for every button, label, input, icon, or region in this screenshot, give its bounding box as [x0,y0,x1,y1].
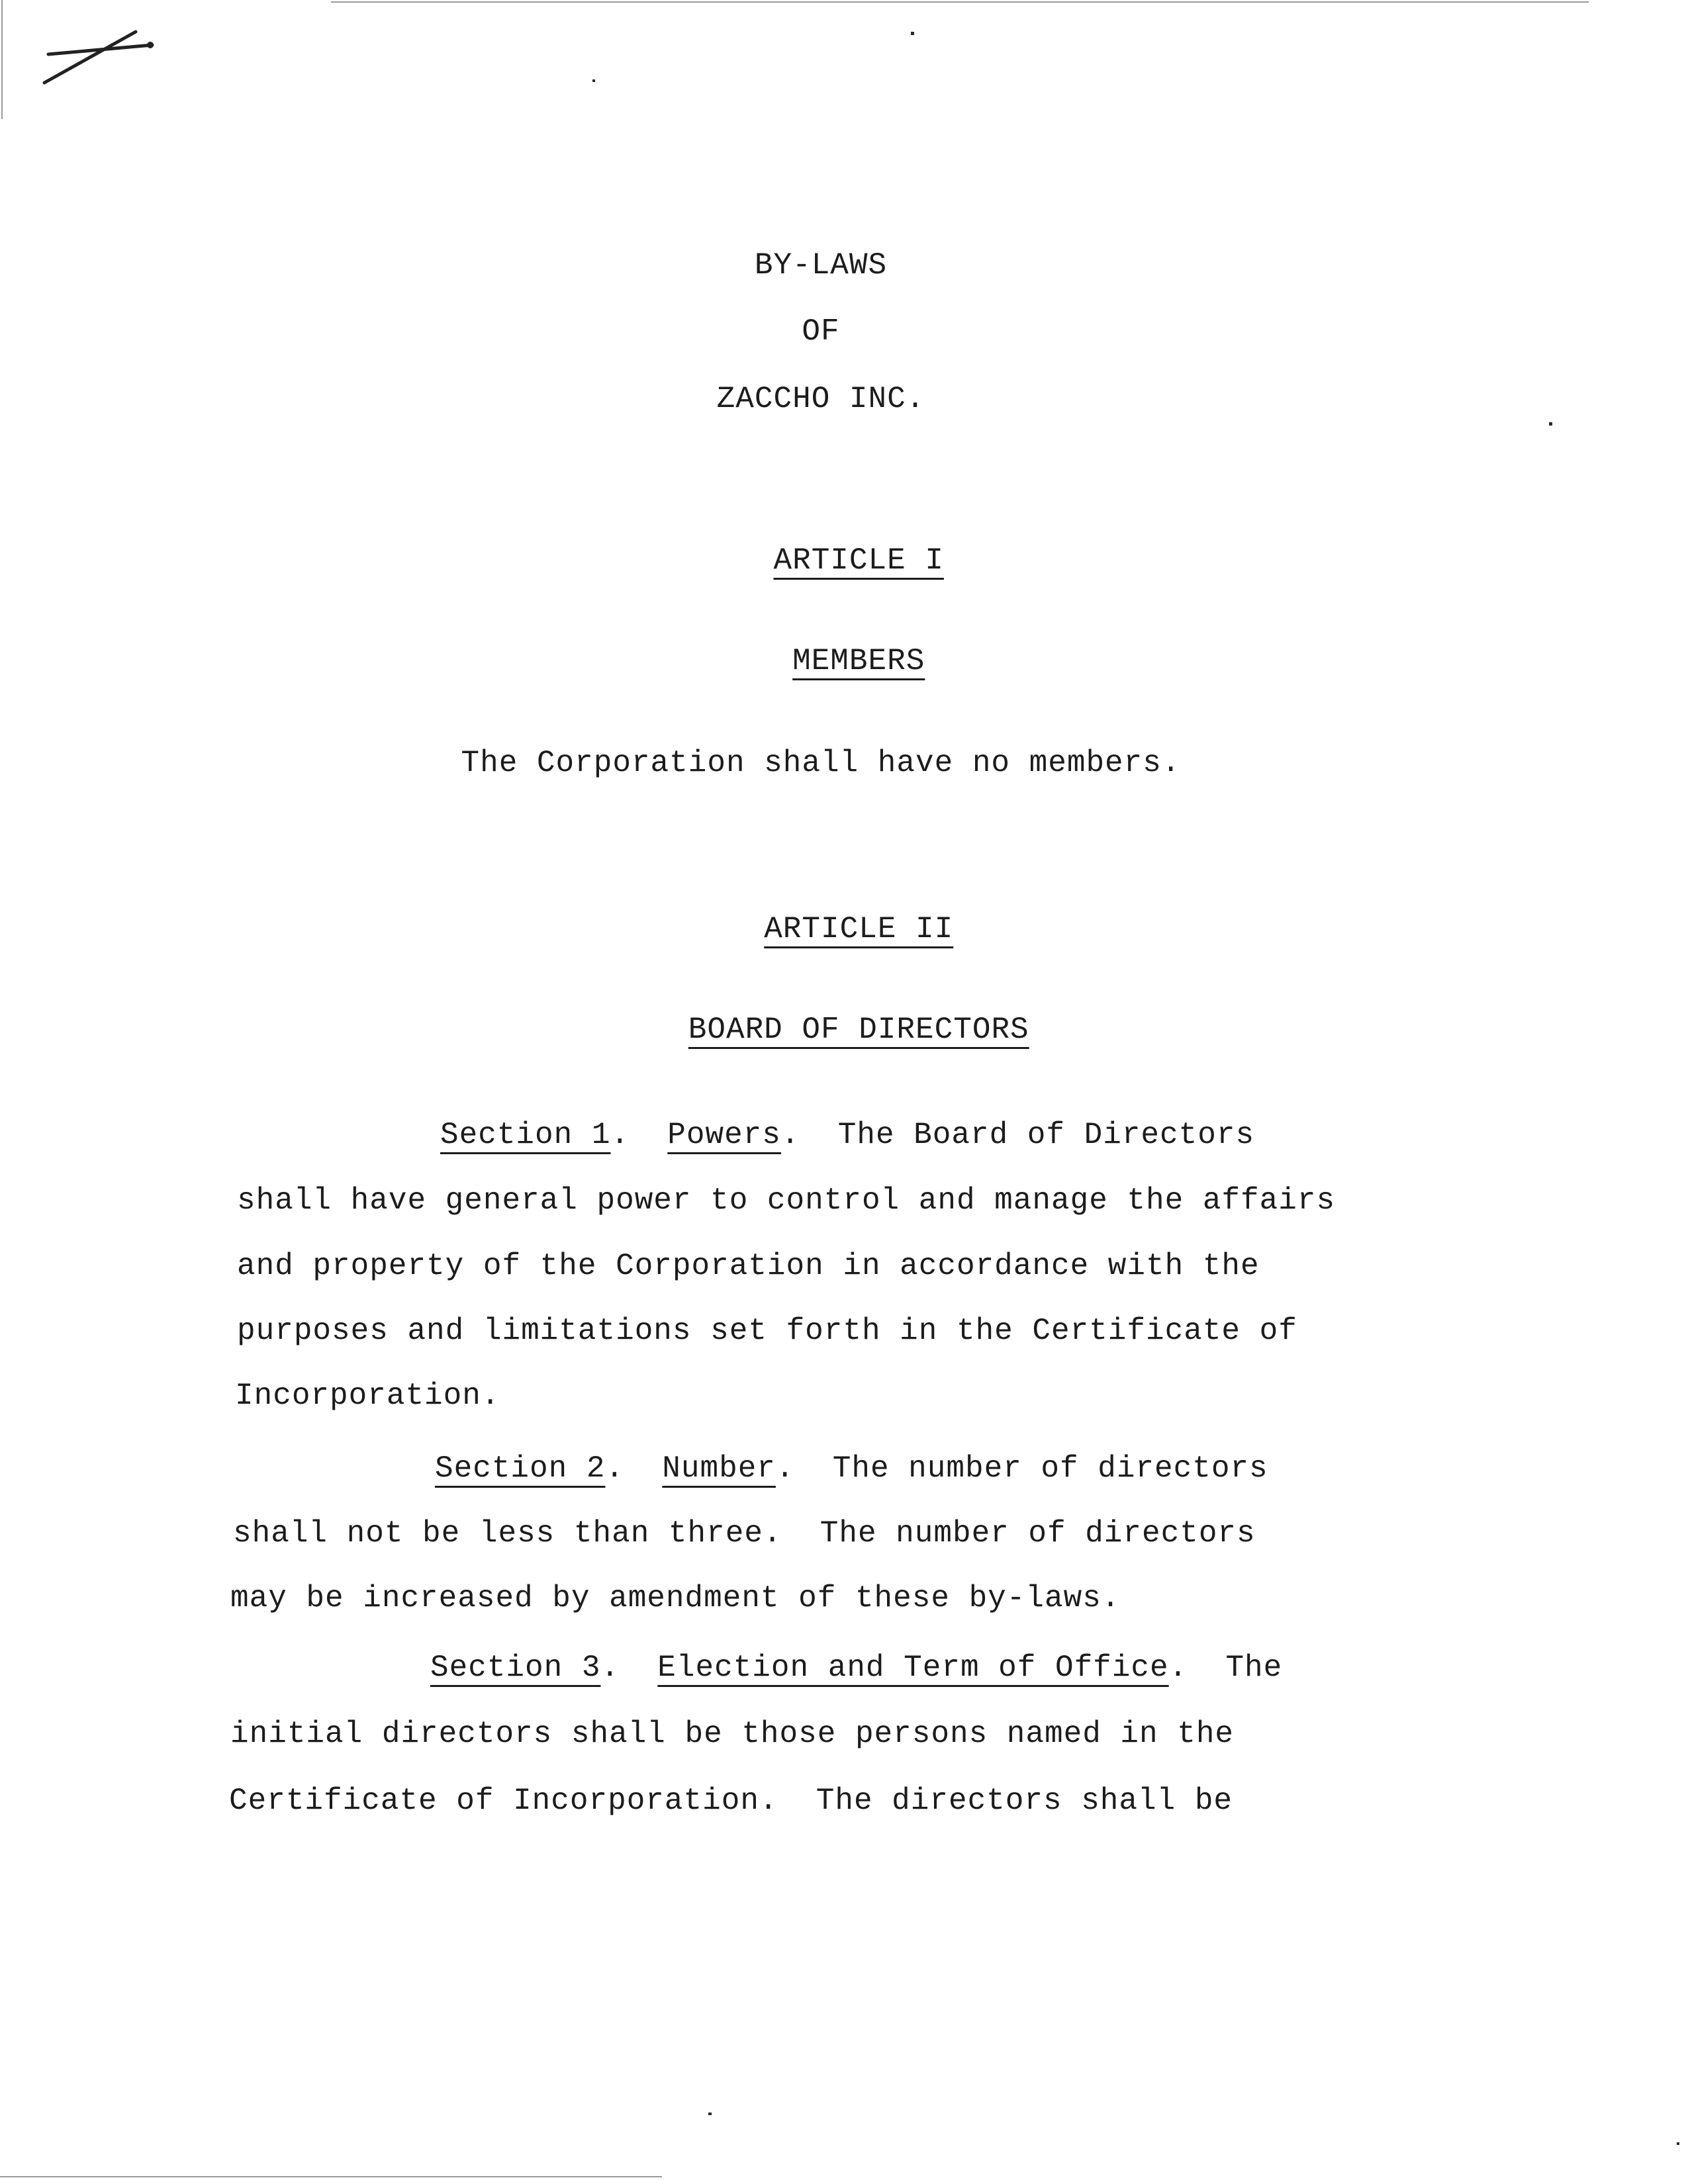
section-3-line2: initial directors shall be those persons named in the [230,1717,1235,1751]
scan-speck [911,32,914,35]
section-1-first-line [440,1120,1254,1150]
section-2-title-period: . [775,1451,833,1486]
section-2-label: Section 2 [435,1451,606,1486]
section-1-line3: and property of the Corporation in accordance with the [237,1249,1260,1283]
article-1-body: The Corporation shall have no members. [461,746,1181,780]
article-1-subheading [0,615,1642,707]
section-1-line1: The Board of Directors [837,1118,1255,1152]
section-1-line5: Incorporation. [235,1379,500,1413]
article-1-subheading-text: MEMBERS [792,644,925,678]
section-1-line2: shall have general power to control and manage the affairs [237,1183,1336,1218]
section-1-label: Section 1 [440,1118,611,1152]
section-3-label-period: . [600,1651,658,1685]
section-1-label-period: . [610,1118,668,1152]
section-1-title-period: . [780,1118,838,1152]
section-3-title-period: . [1168,1651,1226,1685]
document-title-line2: OF [802,314,840,349]
scan-speck [1677,2142,1679,2145]
section-3-label: Section 3 [430,1651,601,1685]
section-3-first-line [430,1653,1282,1683]
scan-edge-top [331,1,1589,3]
scan-speck [708,2113,712,2115]
section-3-title: Election and Term of Office [657,1651,1169,1685]
article-2-heading-text: ARTICLE II [764,912,954,946]
section-2-first-line [435,1453,1268,1484]
scan-speck [1549,422,1552,426]
scan-speck [592,79,595,82]
scan-edge-bottom [0,2176,662,2177]
article-2-subheading [0,984,1642,1075]
handwritten-check-mark [36,20,156,93]
document-title-line3: ZACCHO INC. [716,382,925,416]
section-2-line3: may be increased by amendment of these by-laws. [230,1581,1121,1615]
section-3-line1: The [1225,1651,1283,1685]
section-2-title: Number [662,1451,776,1486]
article-2-heading [0,884,1642,975]
section-2-line2: shall not be less than three. The number of directors [233,1516,1256,1551]
article-2-subheading-text: BOARD OF DIRECTORS [688,1013,1029,1047]
section-1-title: Powers [667,1118,781,1152]
section-1-line4: purposes and limitations set forth in the Certificate of [237,1314,1297,1348]
scan-edge-left [1,0,3,119]
section-3-line3: Certificate of Incorporation. The directors shall be [229,1784,1233,1818]
section-2-line1: The number of directors [832,1451,1268,1486]
article-1-heading [0,515,1642,606]
article-1-heading-text: ARTICLE I [773,543,944,578]
section-2-label-period: . [605,1451,663,1486]
document-title-line1: BY-LAWS [754,248,888,283]
